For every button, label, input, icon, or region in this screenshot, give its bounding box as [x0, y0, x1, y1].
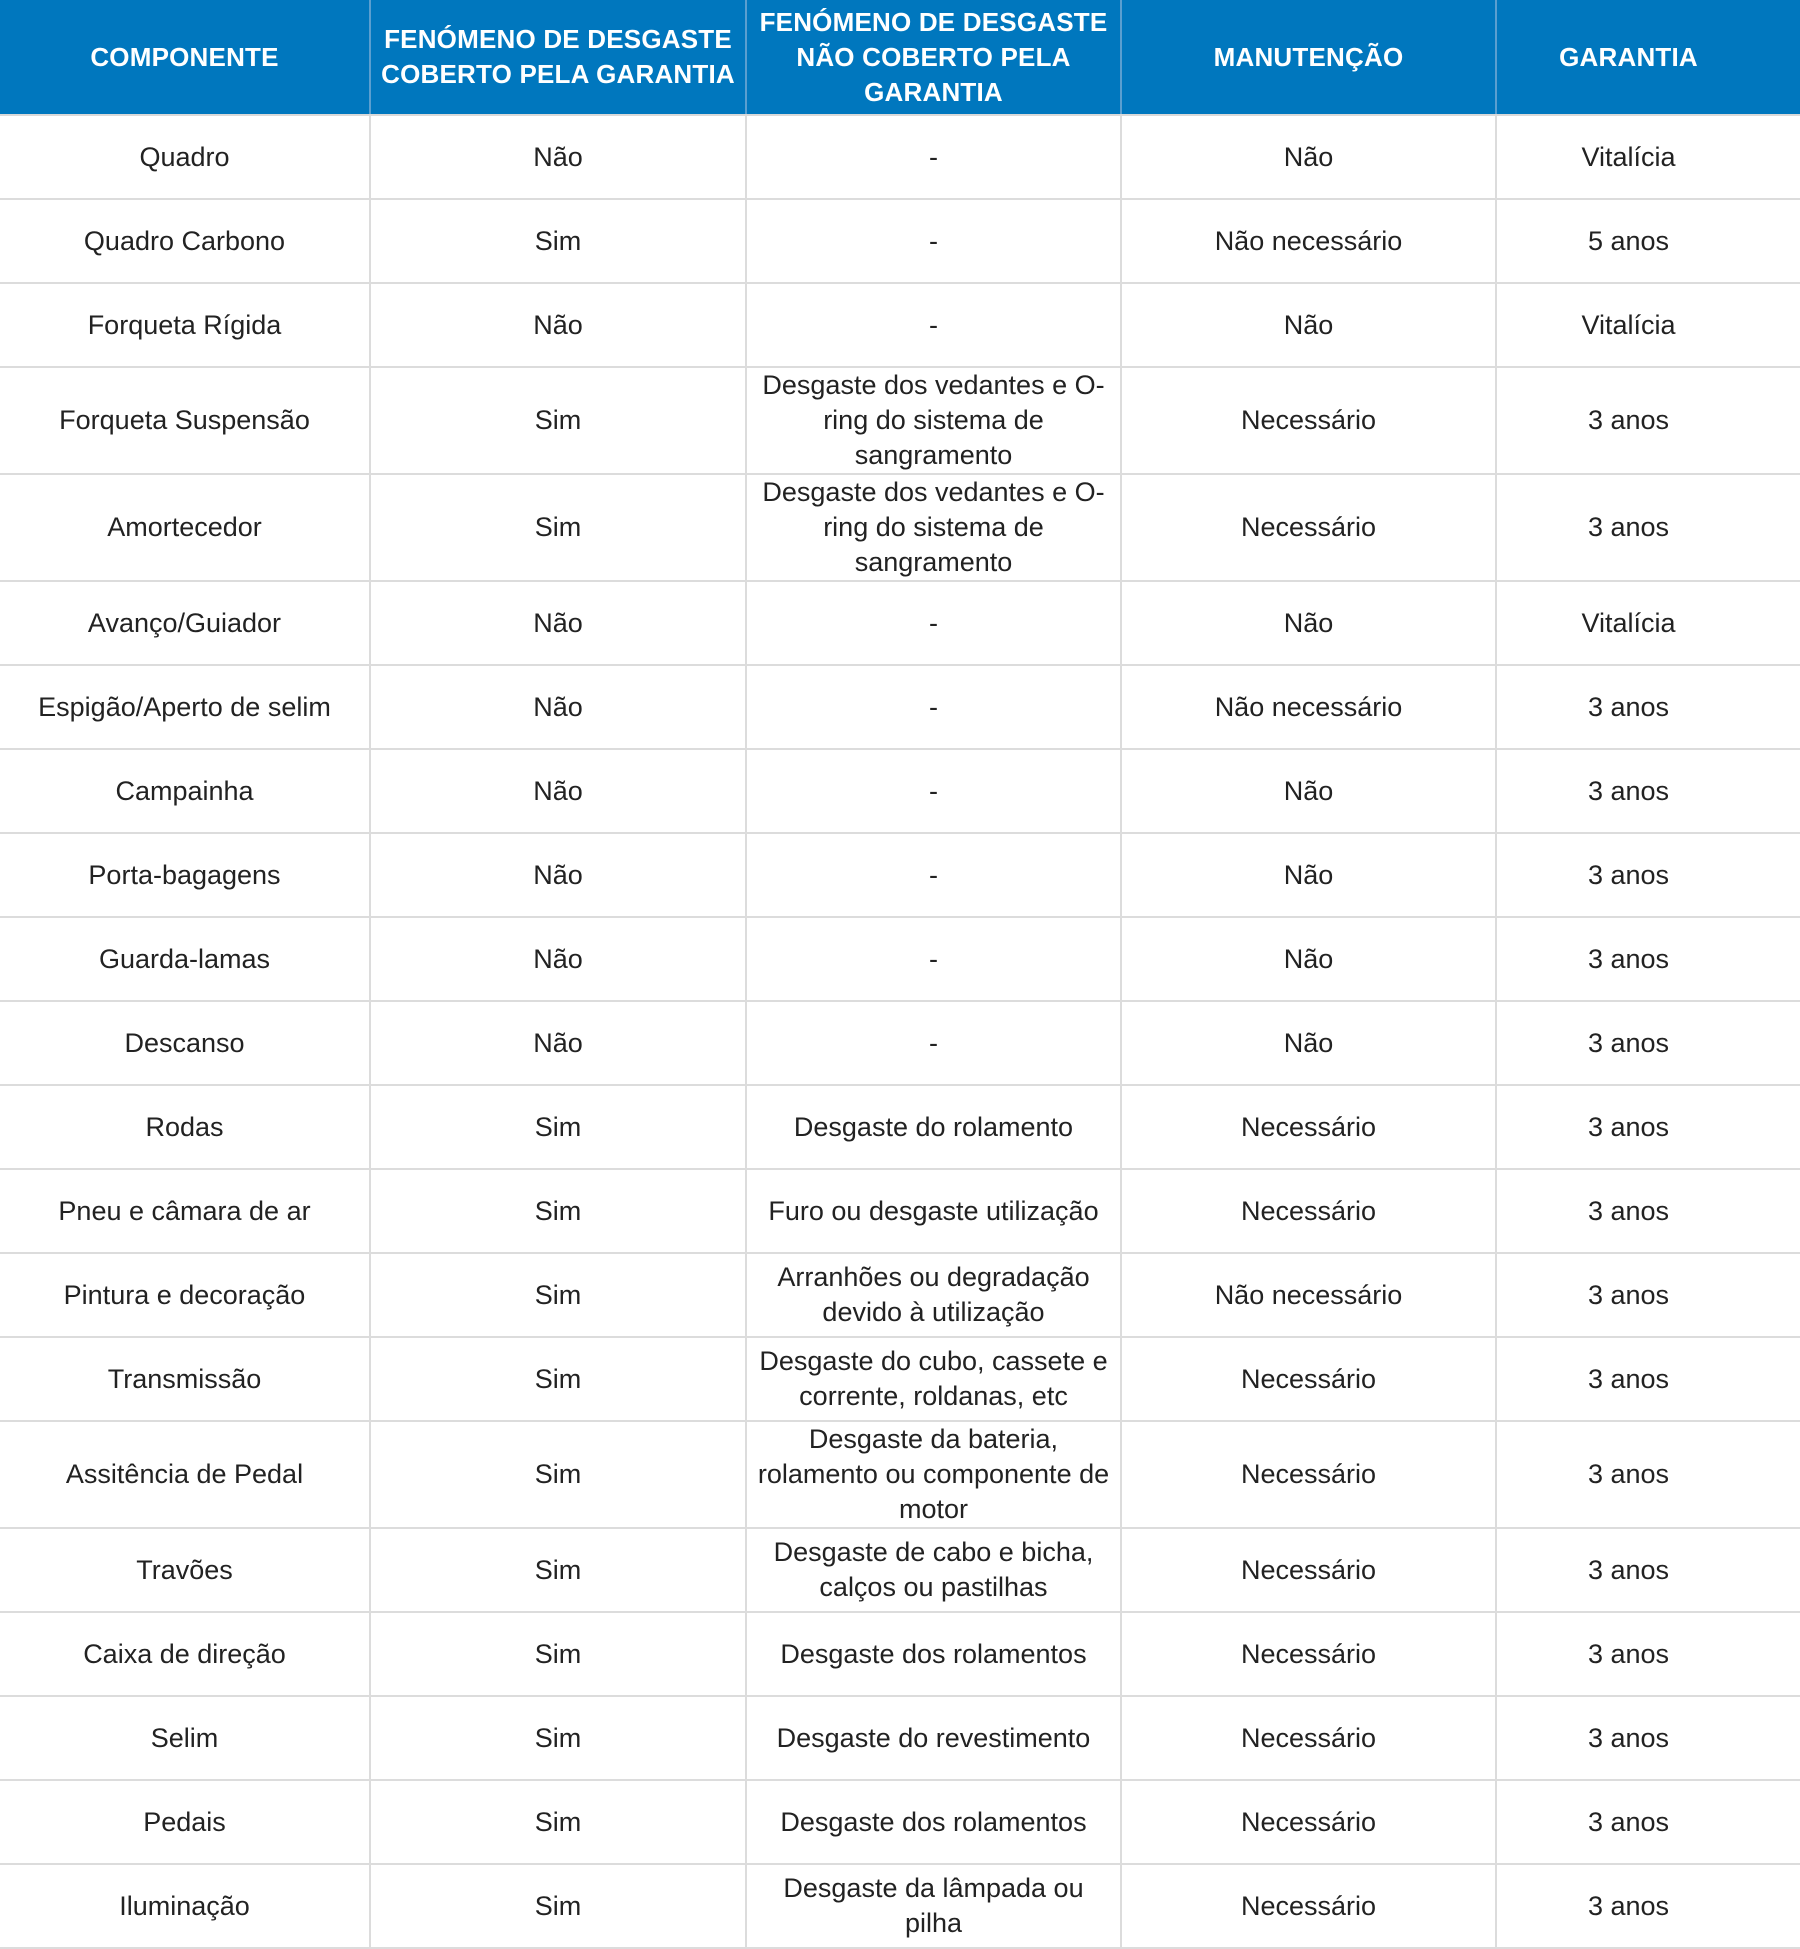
cell-garantia: 3 anos — [1496, 1337, 1800, 1421]
cell-componente: Descanso — [0, 1001, 370, 1085]
cell-garantia: 3 anos — [1496, 1253, 1800, 1337]
cell-garantia: 3 anos — [1496, 833, 1800, 917]
cell-desgaste-coberto: Sim — [370, 1780, 746, 1864]
cell-garantia: 5 anos — [1496, 199, 1800, 283]
cell-desgaste-nao-coberto: Furo ou desgaste utilização — [746, 1169, 1121, 1253]
header-row — [0, 0, 1800, 115]
cell-garantia: 3 anos — [1496, 1780, 1800, 1864]
cell-desgaste-nao-coberto: - — [746, 115, 1121, 199]
cell-manutencao: Não — [1121, 581, 1496, 665]
table-row — [0, 581, 1800, 665]
cell-manutencao: Não — [1121, 917, 1496, 1001]
table-row — [0, 115, 1800, 199]
cell-componente: Pedais — [0, 1780, 370, 1864]
cell-desgaste-coberto: Sim — [370, 1612, 746, 1696]
cell-garantia: 3 anos — [1496, 1085, 1800, 1169]
cell-componente: Porta-bagagens — [0, 833, 370, 917]
cell-manutencao: Não necessário — [1121, 665, 1496, 749]
cell-desgaste-nao-coberto: Desgaste de cabo e bicha, calços ou pastilhas — [746, 1528, 1121, 1612]
cell-desgaste-coberto: Sim — [370, 1085, 746, 1169]
cell-componente: Iluminação — [0, 1864, 370, 1948]
cell-desgaste-nao-coberto: - — [746, 833, 1121, 917]
cell-desgaste-coberto: Não — [370, 1001, 746, 1085]
table-row — [0, 1421, 1800, 1528]
table-body — [0, 115, 1800, 1948]
cell-desgaste-nao-coberto: - — [746, 199, 1121, 283]
table-row — [0, 1085, 1800, 1169]
cell-desgaste-coberto: Não — [370, 917, 746, 1001]
table-row — [0, 1528, 1800, 1612]
cell-desgaste-coberto: Sim — [370, 1528, 746, 1612]
cell-componente: Pneu e câmara de ar — [0, 1169, 370, 1253]
cell-garantia: 3 anos — [1496, 1528, 1800, 1612]
cell-desgaste-nao-coberto: - — [746, 1001, 1121, 1085]
cell-garantia: 3 anos — [1496, 917, 1800, 1001]
cell-componente: Quadro — [0, 115, 370, 199]
table-row — [0, 1696, 1800, 1780]
cell-desgaste-coberto: Sim — [370, 1421, 746, 1528]
cell-componente: Forqueta Suspensão — [0, 367, 370, 474]
cell-garantia: 3 anos — [1496, 1169, 1800, 1253]
cell-desgaste-nao-coberto: Desgaste da bateria, rolamento ou componente de motor — [746, 1421, 1121, 1528]
cell-manutencao: Necessário — [1121, 1696, 1496, 1780]
cell-desgaste-coberto: Não — [370, 581, 746, 665]
cell-desgaste-coberto: Não — [370, 665, 746, 749]
cell-garantia: Vitalícia — [1496, 581, 1800, 665]
cell-desgaste-coberto: Sim — [370, 367, 746, 474]
table-row — [0, 1337, 1800, 1421]
cell-desgaste-coberto: Sim — [370, 1864, 746, 1948]
cell-garantia: Vitalícia — [1496, 115, 1800, 199]
cell-garantia: Vitalícia — [1496, 283, 1800, 367]
cell-manutencao: Não necessário — [1121, 199, 1496, 283]
cell-desgaste-coberto: Sim — [370, 1169, 746, 1253]
cell-manutencao: Necessário — [1121, 1085, 1496, 1169]
cell-manutencao: Necessário — [1121, 474, 1496, 581]
cell-desgaste-nao-coberto: Desgaste dos vedantes e O-ring do sistema de sangramento — [746, 367, 1121, 474]
cell-componente: Rodas — [0, 1085, 370, 1169]
cell-desgaste-coberto: Sim — [370, 199, 746, 283]
table-row — [0, 1780, 1800, 1864]
table-row — [0, 1001, 1800, 1085]
cell-componente: Pintura e decoração — [0, 1253, 370, 1337]
cell-garantia: 3 anos — [1496, 1001, 1800, 1085]
cell-desgaste-nao-coberto: Desgaste dos rolamentos — [746, 1780, 1121, 1864]
cell-componente: Travões — [0, 1528, 370, 1612]
cell-desgaste-nao-coberto: Desgaste dos vedantes e O-ring do sistema de sangramento — [746, 474, 1121, 581]
cell-manutencao: Necessário — [1121, 1612, 1496, 1696]
header-desgaste-nao-coberto: FENÓMENO DE DESGASTE NÃO COBERTO PELA GARANTIA — [746, 0, 1121, 115]
cell-manutencao: Não necessário — [1121, 1253, 1496, 1337]
table-row — [0, 1864, 1800, 1948]
cell-garantia: 3 anos — [1496, 749, 1800, 833]
header-componente: COMPONENTE — [0, 0, 370, 115]
cell-desgaste-nao-coberto: Desgaste da lâmpada ou pilha — [746, 1864, 1121, 1948]
cell-desgaste-nao-coberto: Desgaste do rolamento — [746, 1085, 1121, 1169]
table-row — [0, 833, 1800, 917]
cell-componente: Guarda-lamas — [0, 917, 370, 1001]
cell-manutencao: Não — [1121, 833, 1496, 917]
cell-desgaste-nao-coberto: Arranhões ou degradação devido à utilização — [746, 1253, 1121, 1337]
cell-desgaste-coberto: Sim — [370, 1253, 746, 1337]
table-row — [0, 1253, 1800, 1337]
cell-desgaste-coberto: Não — [370, 115, 746, 199]
cell-garantia: 3 anos — [1496, 1612, 1800, 1696]
cell-manutencao: Não — [1121, 749, 1496, 833]
cell-manutencao: Não — [1121, 1001, 1496, 1085]
cell-desgaste-nao-coberto: - — [746, 581, 1121, 665]
cell-componente: Forqueta Rígida — [0, 283, 370, 367]
table-header — [0, 0, 1800, 115]
cell-desgaste-nao-coberto: Desgaste do cubo, cassete e corrente, roldanas, etc — [746, 1337, 1121, 1421]
table-row — [0, 474, 1800, 581]
cell-garantia: 3 anos — [1496, 1864, 1800, 1948]
cell-desgaste-nao-coberto: - — [746, 917, 1121, 1001]
cell-manutencao: Necessário — [1121, 1169, 1496, 1253]
cell-manutencao: Não — [1121, 115, 1496, 199]
cell-componente: Transmissão — [0, 1337, 370, 1421]
cell-manutencao: Necessário — [1121, 1864, 1496, 1948]
cell-desgaste-nao-coberto: - — [746, 749, 1121, 833]
header-manutencao: MANUTENÇÃO — [1121, 0, 1496, 115]
cell-garantia: 3 anos — [1496, 1421, 1800, 1528]
cell-desgaste-coberto: Não — [370, 283, 746, 367]
cell-desgaste-coberto: Sim — [370, 1696, 746, 1780]
cell-desgaste-nao-coberto: Desgaste dos rolamentos — [746, 1612, 1121, 1696]
cell-desgaste-nao-coberto: Desgaste do revestimento — [746, 1696, 1121, 1780]
cell-manutencao: Não — [1121, 283, 1496, 367]
cell-garantia: 3 anos — [1496, 367, 1800, 474]
cell-componente: Caixa de direção — [0, 1612, 370, 1696]
cell-componente: Avanço/Guiador — [0, 581, 370, 665]
cell-desgaste-coberto: Sim — [370, 474, 746, 581]
cell-manutencao: Necessário — [1121, 367, 1496, 474]
table-row — [0, 1169, 1800, 1253]
cell-componente: Selim — [0, 1696, 370, 1780]
cell-garantia: 3 anos — [1496, 474, 1800, 581]
table-row — [0, 917, 1800, 1001]
cell-desgaste-coberto: Sim — [370, 1337, 746, 1421]
cell-desgaste-coberto: Não — [370, 749, 746, 833]
cell-manutencao: Necessário — [1121, 1528, 1496, 1612]
table-row — [0, 665, 1800, 749]
cell-desgaste-nao-coberto: - — [746, 665, 1121, 749]
table-row — [0, 199, 1800, 283]
cell-manutencao: Necessário — [1121, 1780, 1496, 1864]
table-row — [0, 283, 1800, 367]
cell-garantia: 3 anos — [1496, 665, 1800, 749]
table-row — [0, 367, 1800, 474]
cell-manutencao: Necessário — [1121, 1421, 1496, 1528]
header-garantia: GARANTIA — [1496, 0, 1800, 115]
cell-componente: Quadro Carbono — [0, 199, 370, 283]
cell-manutencao: Necessário — [1121, 1337, 1496, 1421]
cell-desgaste-coberto: Não — [370, 833, 746, 917]
cell-garantia: 3 anos — [1496, 1696, 1800, 1780]
table-row — [0, 1612, 1800, 1696]
cell-componente: Amortecedor — [0, 474, 370, 581]
cell-desgaste-nao-coberto: - — [746, 283, 1121, 367]
table-row — [0, 749, 1800, 833]
cell-componente: Espigão/Aperto de selim — [0, 665, 370, 749]
header-desgaste-coberto: FENÓMENO DE DESGASTE COBERTO PELA GARANTIA — [370, 0, 746, 115]
cell-componente: Campainha — [0, 749, 370, 833]
cell-componente: Assitência de Pedal — [0, 1421, 370, 1528]
